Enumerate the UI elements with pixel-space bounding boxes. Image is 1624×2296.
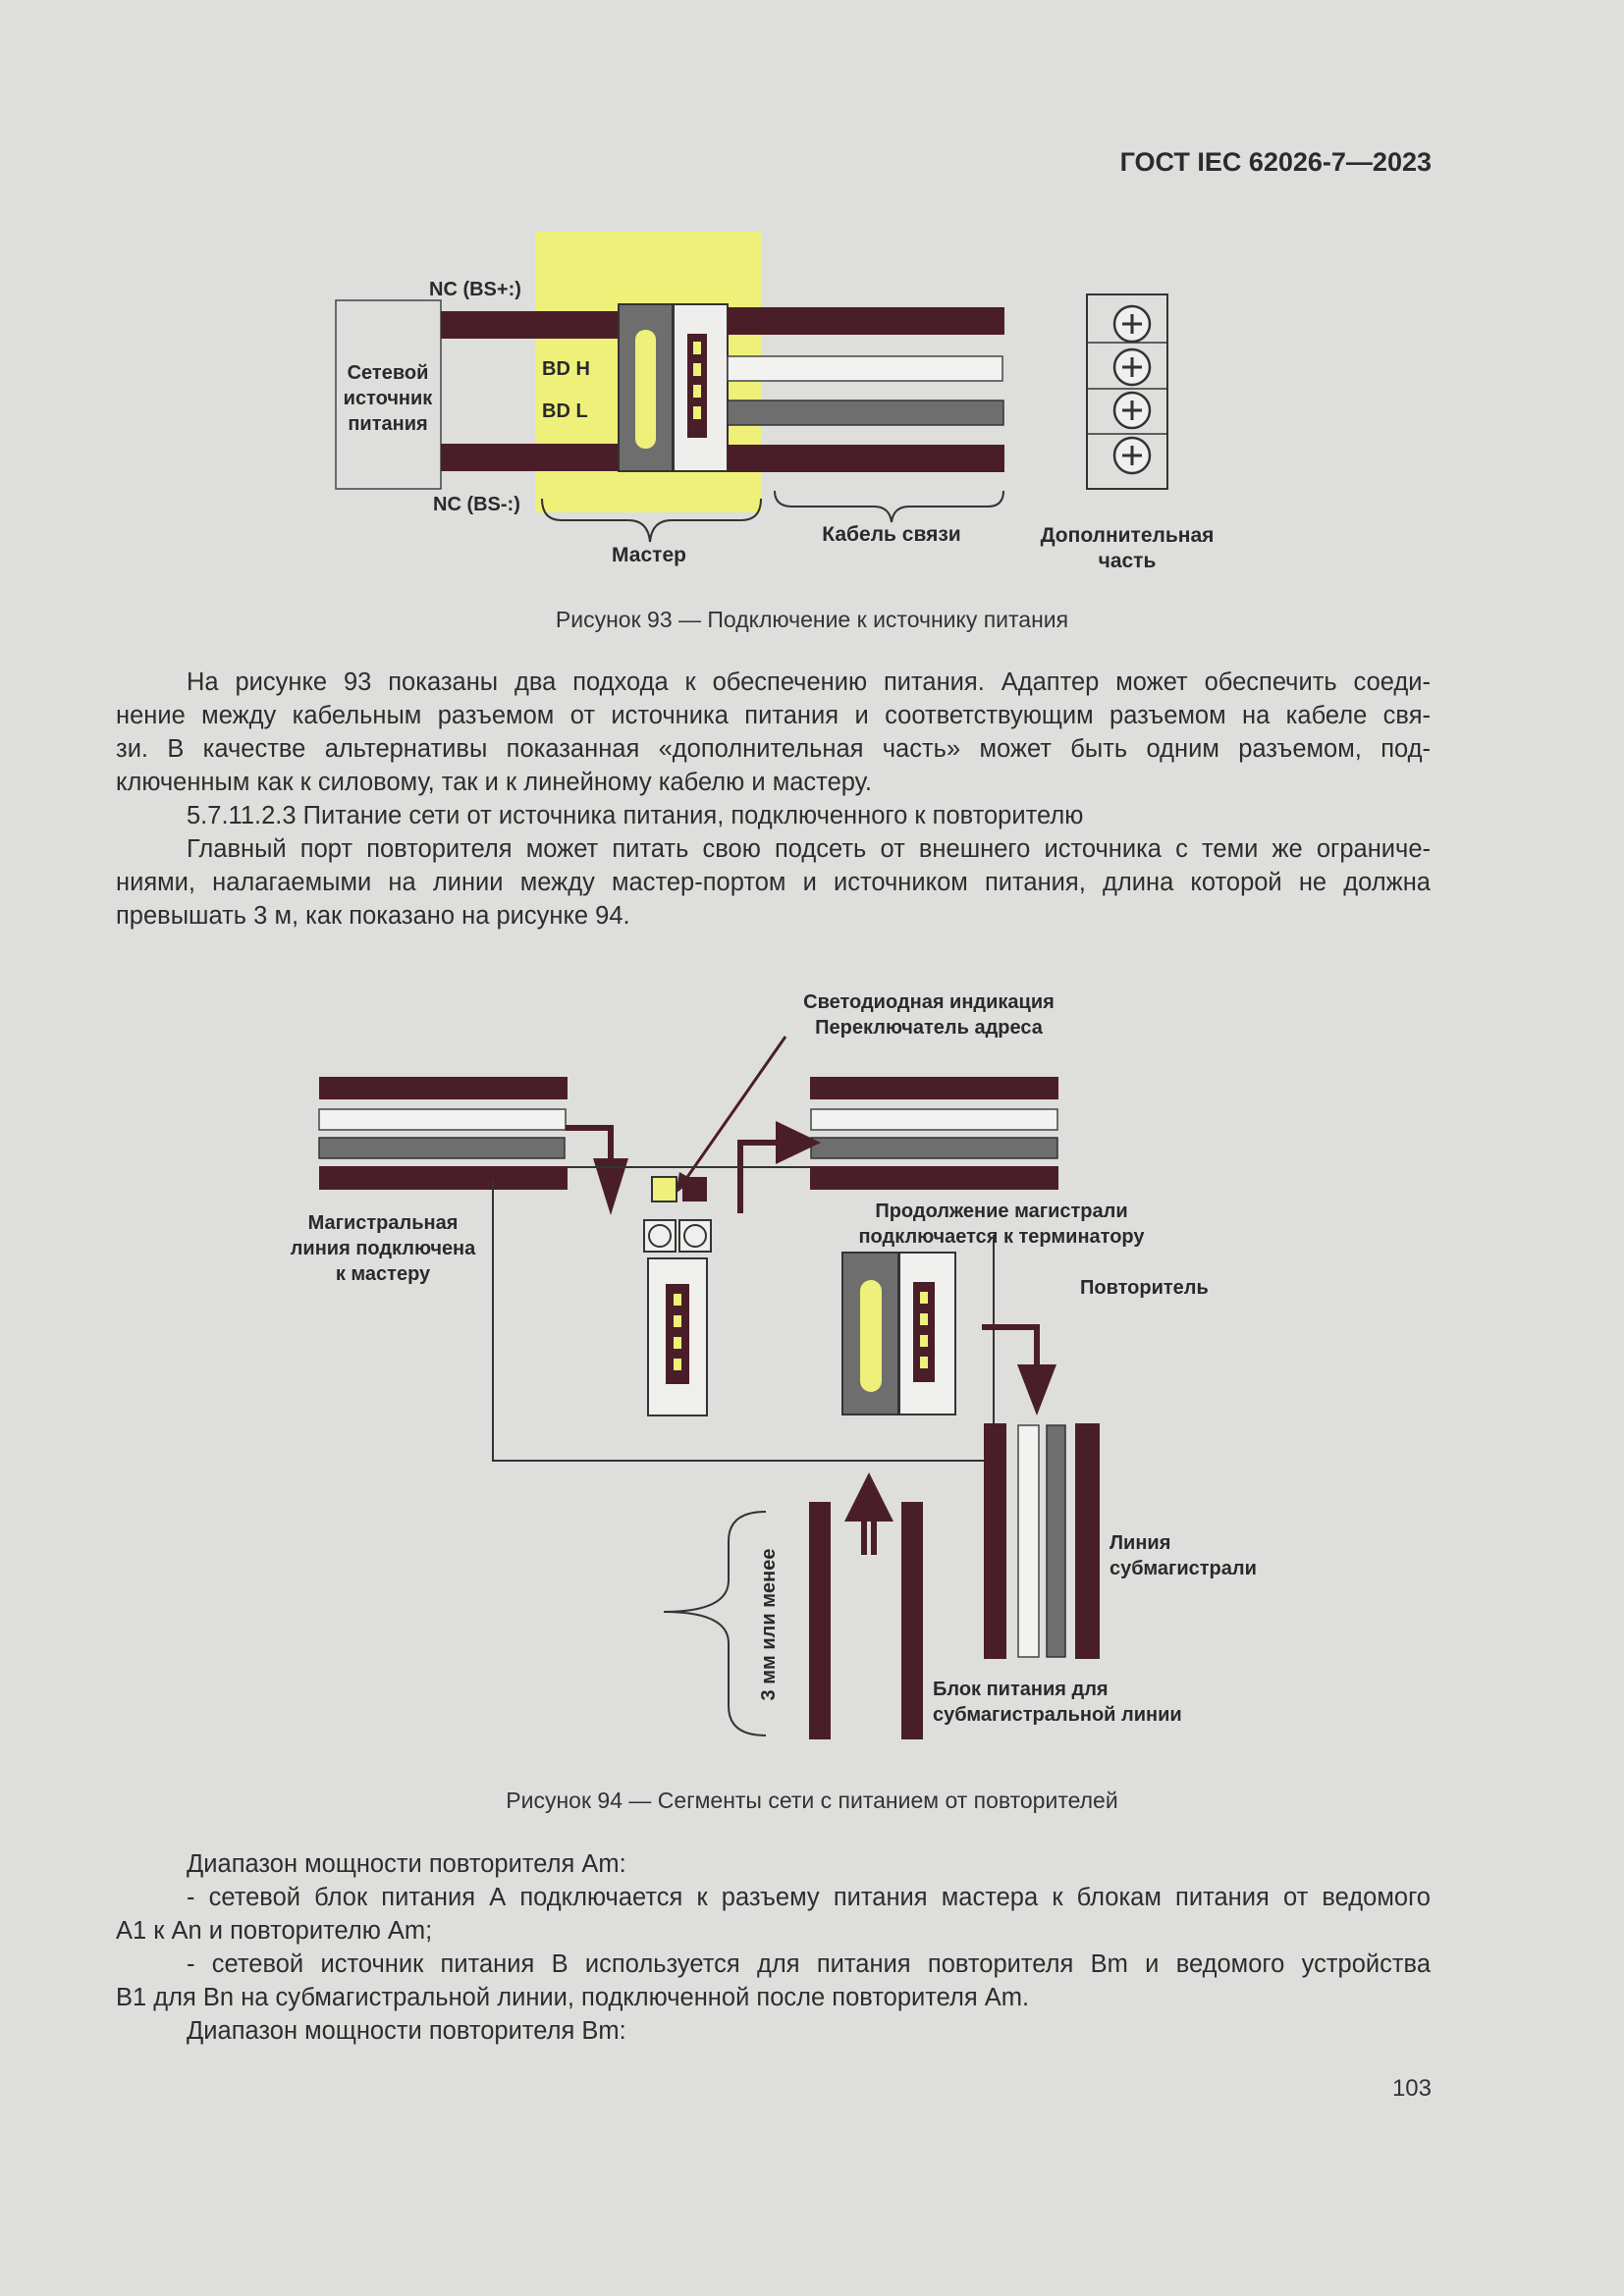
- led-pointer-line: [685, 1037, 785, 1180]
- socket-pin: [674, 1294, 681, 1306]
- trunk-master-label-2: линия подключена: [290, 1238, 476, 1259]
- figure-94: [0, 972, 1624, 1777]
- repeater-label: Повторитель: [1080, 1277, 1209, 1299]
- right-arrow-shaft: [740, 1143, 776, 1213]
- figure-93-caption: Рисунок 93 — Подключение к источнику питания: [555, 607, 1069, 632]
- up-arrow-head: [844, 1472, 893, 1522]
- master-label: Мастер: [612, 544, 686, 566]
- trunk-cont-label-2: подключается к терминатору: [858, 1226, 1145, 1248]
- left-arrow-shaft: [566, 1128, 611, 1158]
- subtrunk-label-2: субмагистрали: [1110, 1558, 1257, 1579]
- paragraph-line: На рисунке 93 показаны два подхода к обеспечению питания. Адаптер может обеспечить соеди-: [187, 668, 1431, 696]
- paragraph-line: превышать 3 м, как показано на рисунке 94.: [116, 902, 630, 930]
- up-arrow-shaft-left: [861, 1522, 867, 1555]
- list-item-line: B1 для Bn на субмагистральной линии, подключенной после повторителя Am.: [116, 1984, 1030, 2011]
- right-trunk-wire-4: [810, 1166, 1058, 1190]
- bd-h-label: BD H: [542, 358, 590, 380]
- list-item-line: A1 к An и повторителю Am;: [116, 1917, 433, 1945]
- left-trunk-wire-3: [319, 1138, 565, 1158]
- wire-nc-minus: [441, 444, 618, 471]
- psu-wire-1: [809, 1502, 831, 1739]
- switch-dial: [649, 1225, 671, 1247]
- right-trunk-wire-2: [811, 1109, 1057, 1130]
- left-trunk-wire-1: [319, 1077, 568, 1099]
- power-supply-label-2: источник: [343, 388, 433, 409]
- socket-pin: [920, 1357, 928, 1368]
- cable-wire-4: [728, 445, 1004, 472]
- figure-93: [0, 0, 1624, 609]
- body-text-2: [116, 1847, 1431, 2048]
- distance-brace: [664, 1512, 766, 1735]
- document-header: ГОСТ IEC 62026-7—2023: [1119, 147, 1432, 177]
- subtrunk-wire-4: [1075, 1423, 1100, 1659]
- paragraph-line: нение между кабельным разъемом от источника питания и соответствующим разъемом на кабеле свя-: [116, 702, 1431, 729]
- paragraph-line: зи. В качестве альтернативы показанная «дополнительная часть» может быть одним разъемом, под-: [116, 735, 1431, 763]
- socket-pin: [674, 1337, 681, 1349]
- subtrunk-wire-2: [1018, 1425, 1039, 1657]
- bd-l-label: BD L: [542, 400, 588, 422]
- trunk-cont-label-1: Продолжение магистрали: [875, 1201, 1128, 1222]
- cable-brace: [775, 491, 1003, 522]
- switch-dial: [684, 1225, 706, 1247]
- psu-label-1: Блок питания для: [933, 1679, 1109, 1700]
- power-supply-label-1: Сетевой: [347, 362, 429, 384]
- subtrunk-wire-1: [984, 1423, 1006, 1659]
- nc-plus-label: NC (BS+:): [429, 279, 521, 300]
- extra-part-label-2: часть: [1098, 550, 1157, 572]
- led-label-2: Переключатель адреса: [815, 1017, 1043, 1039]
- socket-pin: [920, 1292, 928, 1304]
- socket-pin: [693, 363, 701, 376]
- page-number: 103: [1391, 2075, 1432, 2102]
- cable-wire-3: [728, 400, 1003, 425]
- figure-94-caption: Рисунок 94 — Сегменты сети с питанием от повторителей: [506, 1788, 1118, 1813]
- list-item-line: - сетевой блок питания А подключается к разъему питания мастера к блокам питания от ведомого: [187, 1884, 1431, 1911]
- socket-pin: [674, 1359, 681, 1370]
- led-indicator-dark: [682, 1177, 707, 1201]
- up-arrow-shaft-right: [871, 1522, 877, 1555]
- psu-wire-2: [901, 1502, 923, 1739]
- paragraph-line: ключенным как к силовому, так и к линейному кабелю и мастеру.: [116, 769, 872, 796]
- distance-label: 3 мм или менее: [758, 1548, 780, 1701]
- cable-wire-2: [728, 356, 1002, 381]
- down-arrow-head: [1017, 1364, 1056, 1415]
- right-trunk-wire-3: [811, 1138, 1057, 1158]
- sub-master-connector-pins: [860, 1280, 882, 1392]
- subtrunk-wire-3: [1047, 1425, 1065, 1657]
- socket-pin: [920, 1335, 928, 1347]
- left-trunk-wire-4: [319, 1166, 568, 1190]
- master-connector-pins: [635, 330, 656, 449]
- socket-pin: [693, 342, 701, 354]
- paragraph-line: ниями, налагаемыми на линии между мастер-портом и источником питания, длина которой не должна: [116, 869, 1431, 896]
- paragraph-line: Диапазон мощности повторителя Am:: [187, 1850, 626, 1878]
- socket-pin: [693, 385, 701, 398]
- psu-label-2: субмагистральной линии: [933, 1704, 1182, 1726]
- socket-pin: [674, 1315, 681, 1327]
- socket-pin: [920, 1313, 928, 1325]
- paragraph-line: Диапазон мощности повторителя Bm:: [187, 2017, 626, 2045]
- extra-part-label-1: Дополнительная: [1040, 524, 1215, 547]
- led-label-1: Светодиодная индикация: [803, 991, 1055, 1013]
- subtrunk-label-1: Линия: [1110, 1532, 1171, 1554]
- socket-pin: [693, 406, 701, 419]
- paragraph-line: Главный порт повторителя может питать свою подсеть от внешнего источника с теми же ограниче-: [187, 835, 1431, 863]
- section-heading: 5.7.11.2.3 Питание сети от источника питания, подключенного к повторителю: [187, 802, 1084, 829]
- nc-minus-label: NC (BS-:): [433, 494, 520, 515]
- power-supply-label-3: питания: [348, 413, 428, 435]
- list-item-line: - сетевой источник питания В используется для питания повторителя Bm и ведомого устройства: [187, 1950, 1431, 1978]
- right-trunk-wire-1: [810, 1077, 1058, 1099]
- cable-wire-1: [728, 307, 1004, 335]
- body-text-1: [116, 666, 1431, 933]
- led-indicator: [652, 1177, 677, 1201]
- trunk-master-label-3: к мастеру: [335, 1263, 431, 1285]
- left-trunk-wire-2: [319, 1109, 566, 1130]
- wire-nc-plus: [441, 311, 618, 339]
- down-arrow-shaft: [982, 1327, 1037, 1364]
- trunk-master-label-1: Магистральная: [307, 1212, 459, 1234]
- cable-label: Кабель связи: [822, 523, 961, 546]
